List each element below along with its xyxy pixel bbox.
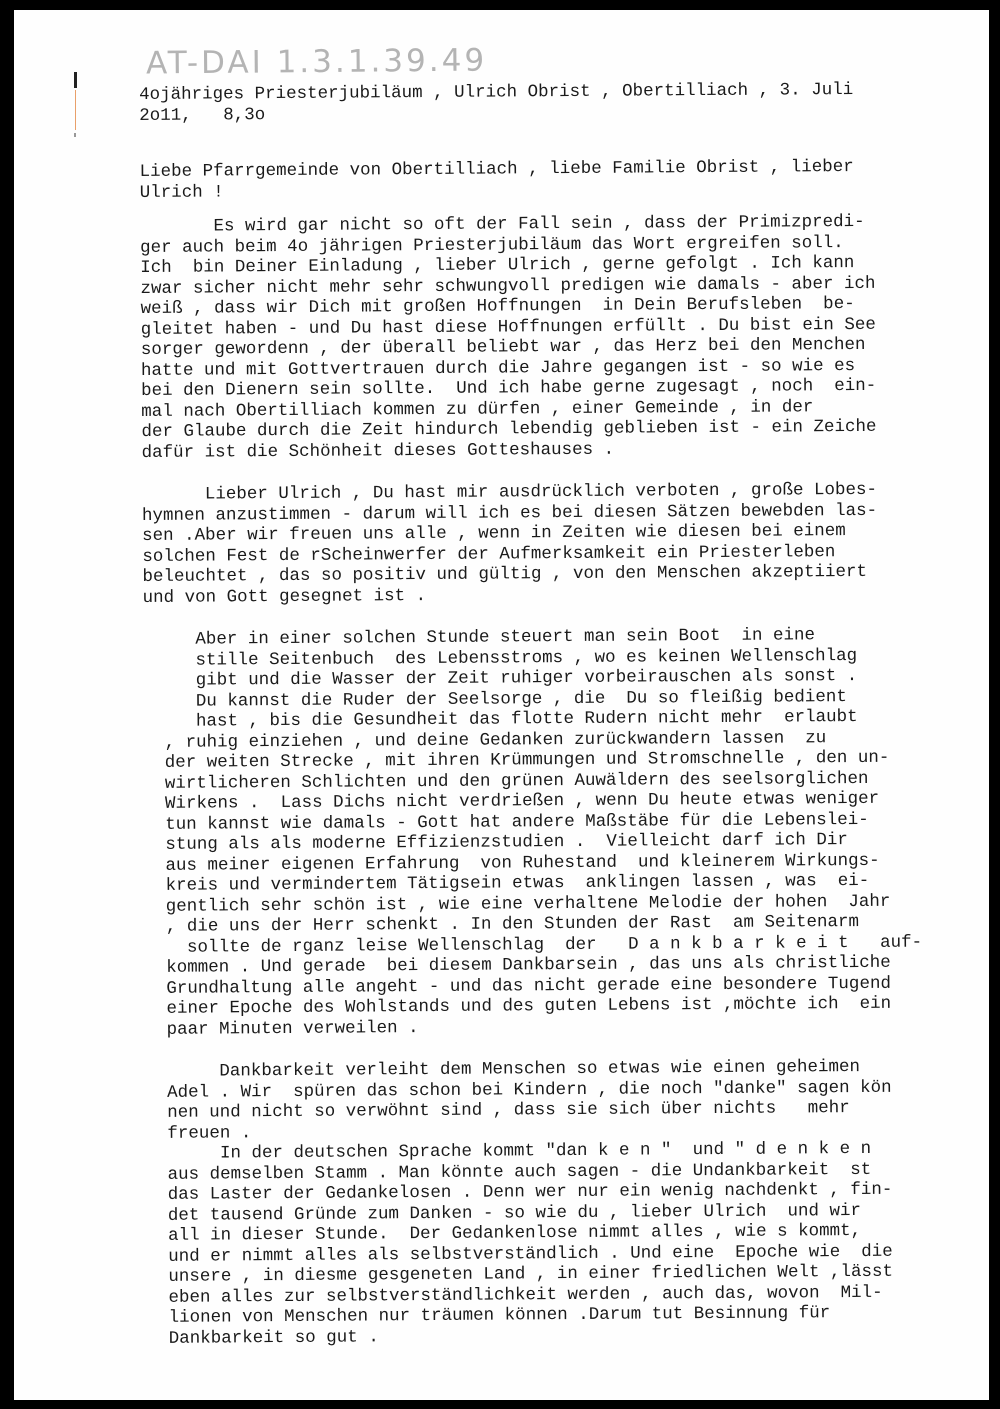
paragraph [142, 479, 973, 608]
text-line: wirtlicheren Schlichten und den grünen Auwäldern des seelsorglichen [143, 768, 869, 794]
text-line: Aber in einer solchen Stunde steuert man sein Boot in eine [142, 625, 816, 650]
text-line: bei den Dienern sein sollte. Und ich habe gerne zugesagt , noch ein- [141, 375, 877, 401]
text-line: solchen Fest de rScheinwerfer der Aufmerksamkeit ein Priesterleben [142, 541, 836, 567]
text-line: stung als als moderne Effizienzstudien . Vielleicht darf ich Dir [144, 830, 848, 855]
salutation-line: Liebe Pfarrgemeinde von Obertilliach , liebe Familie Obrist , lieber [139, 157, 854, 182]
text-line: Adel . Wir spüren das schon bei Kindern , die noch "danke" sagen kön [145, 1077, 892, 1103]
margin-mark [74, 133, 76, 137]
text-line: das Laster der Gedankelosen . Denn wer nur ein wenig nachdenkt , fin- [146, 1179, 893, 1205]
text-line: unsere , in diesme gesgeneten Land , in einer friedlichen Welt ,lässt [147, 1261, 893, 1287]
text-line: der weiten Strecke , mit ihren Krümmungen und Stromschnelle , den un- [143, 747, 890, 773]
salutation-line: Ulrich ! [139, 181, 224, 203]
text-line: mal nach Obertilliach kommen zu dürfen , einer Gemeinde , in der [141, 396, 814, 422]
salutation [140, 156, 970, 203]
text-line: sen .Aber wir freuen uns alle , wenn in Zeiten wie diesen bei einem [142, 521, 846, 546]
text-line: gentlich sehr schön ist , wie eine verhaltene Melodie der hohen Jahr [144, 891, 891, 917]
text-line: und von Gott gesegnet ist . [142, 585, 427, 608]
text-line: beleuchtet , das so positiv und gültig , von den Menschen akzeptiiert [142, 561, 868, 587]
text-line: Dankbarkeit so gut . [147, 1326, 379, 1349]
text-line: det tausend Gründe zum Danken - so wie du , lieber Ulrich und wir [146, 1200, 862, 1226]
text-line: und er nimmt alles als selbstverständlich . Und eine Epoche wie die [147, 1241, 893, 1267]
text-line: gleitet haben - und Du hast diese Hoffnungen erfüllt . Du bist ein See [140, 314, 876, 340]
text-line: ger auch beim 4o jährigen Priesterjubiläum das Wort ergreifen soll. [140, 232, 844, 258]
text-line: einer Epoche des Wohlstands und des guten Lebens ist ,möchte ich ein [145, 993, 892, 1019]
text-line: sollte de rganz leise Wellenschlag der D a n k b a r k e i t auf- [144, 932, 923, 958]
text-line: , die uns der Herr schenkt . In den Stunden der Rast am Seitenarm [144, 911, 860, 937]
text-line: Ich bin Deiner Einladung , lieber Ulrich , gerne gefolgt . Ich kann [140, 253, 855, 278]
paragraph [140, 211, 972, 463]
margin-mark [74, 72, 77, 88]
text-line: Lieber Ulrich , Du hast mir ausdrücklich verboten , große Lobes- [141, 479, 878, 505]
text-line: Wirkens . Lass Dichs nicht verdrießen , wenn Du heute etwas weniger [143, 788, 880, 814]
text-line: dafür ist die Schönheit dieses Gotteshauses . [141, 439, 615, 463]
header [139, 79, 969, 126]
text-line: der Glaube durch die Zeit hindurch lebendig geblieben ist - ein Zeiche [141, 416, 877, 442]
text-line: stille Seitenbuch des Lebensstroms , wo es keinen Wellenschlag [142, 645, 858, 671]
text-line: In der deutschen Sprache kommt "dan k e n " und " d e n k e n [146, 1138, 872, 1164]
text-line: lionen von Menschen nur träumen können .Darum tut Besinnung für [147, 1303, 831, 1328]
text-line: aus meiner eigenen Erfahrung von Ruhestand und kleinerem Wirkungs- [144, 850, 880, 876]
header-line: 2o11, 8,3o [139, 104, 266, 126]
text-line: hymnen anzustimmen - darum will ich es bei diesen Sätzen bewebden las- [141, 500, 878, 526]
document-page [14, 10, 989, 1400]
text-line: nen und nicht so verwöhnt sind , dass sie sich über nichts mehr [146, 1098, 850, 1123]
text-line: paar Minuten verweilen . [145, 1017, 419, 1040]
text-line: Grundhaltung alle angeht - und das nicht gerade eine besondere Tugend [145, 973, 891, 999]
text-line: zwar sicher nicht mehr sehr schwungvoll predigen wie damals - aber ich [140, 273, 876, 299]
text-line: aus demselben Stamm . Man könnte auch sagen - die Undankbarkeit st [146, 1159, 872, 1185]
text-line: tun kannst wie damals - Gott hat andere Maßstäbe für die Lebenslei- [144, 809, 869, 835]
text-line: hast , bis die Gesundheit das flotte Rudern nicht mehr erlaubt [143, 706, 858, 732]
text-line: , ruhig einziehen , und deine Gedanken zurückwandern lassen zu [143, 727, 827, 753]
text-line: kommen . Und gerade bei diesem Dankbarsein , das uns als christliche [145, 952, 891, 978]
text-line: Dankbarkeit verleiht dem Menschen so etwas wie einen geheimen [145, 1056, 861, 1082]
header-line: 4ojähriges Priesterjubiläum , Ulrich Obrist , Obertilliach , 3. Juli [139, 80, 854, 105]
archive-signature: AT-DAI 1.3.1.39.49 [145, 42, 488, 82]
text-line: sorger gewordenn , der überall beliebt war , das Herz bei den Menchen [140, 334, 866, 360]
paragraph [143, 624, 976, 1040]
text-line: gibt und die Wasser der Zeit ruhiger vorbeirauschen als sonst . [143, 666, 858, 691]
paragraph [146, 1056, 978, 1349]
margin-mark [75, 90, 76, 130]
text-line: kreis und vermindertem Tätigsein etwas anklingen lassen , was ei- [144, 870, 870, 896]
text-line: Es wird gar nicht so oft der Fall sein , dass der Primizpredi- [139, 211, 865, 237]
text-line: weiß , dass wir Dich mit großen Hoffnungen in Dein Berufsleben be- [140, 294, 855, 319]
document-body [139, 79, 978, 1349]
text-line: Du kannst die Ruder der Seelsorge , die Du so fleißig bedient [143, 686, 847, 712]
text-line: all in dieser Stunde. Der Gedankenlose nimmt alles , wie s kommt, [146, 1220, 862, 1246]
text-line: hatte und mit Gottvertrauen durch die Jahre gegangen ist - so wie es [140, 355, 856, 381]
text-line: freuen . [146, 1122, 252, 1144]
text-line: eben alles zur selbstverständlichkeit werden , auch das, wovon Mil- [147, 1282, 883, 1308]
